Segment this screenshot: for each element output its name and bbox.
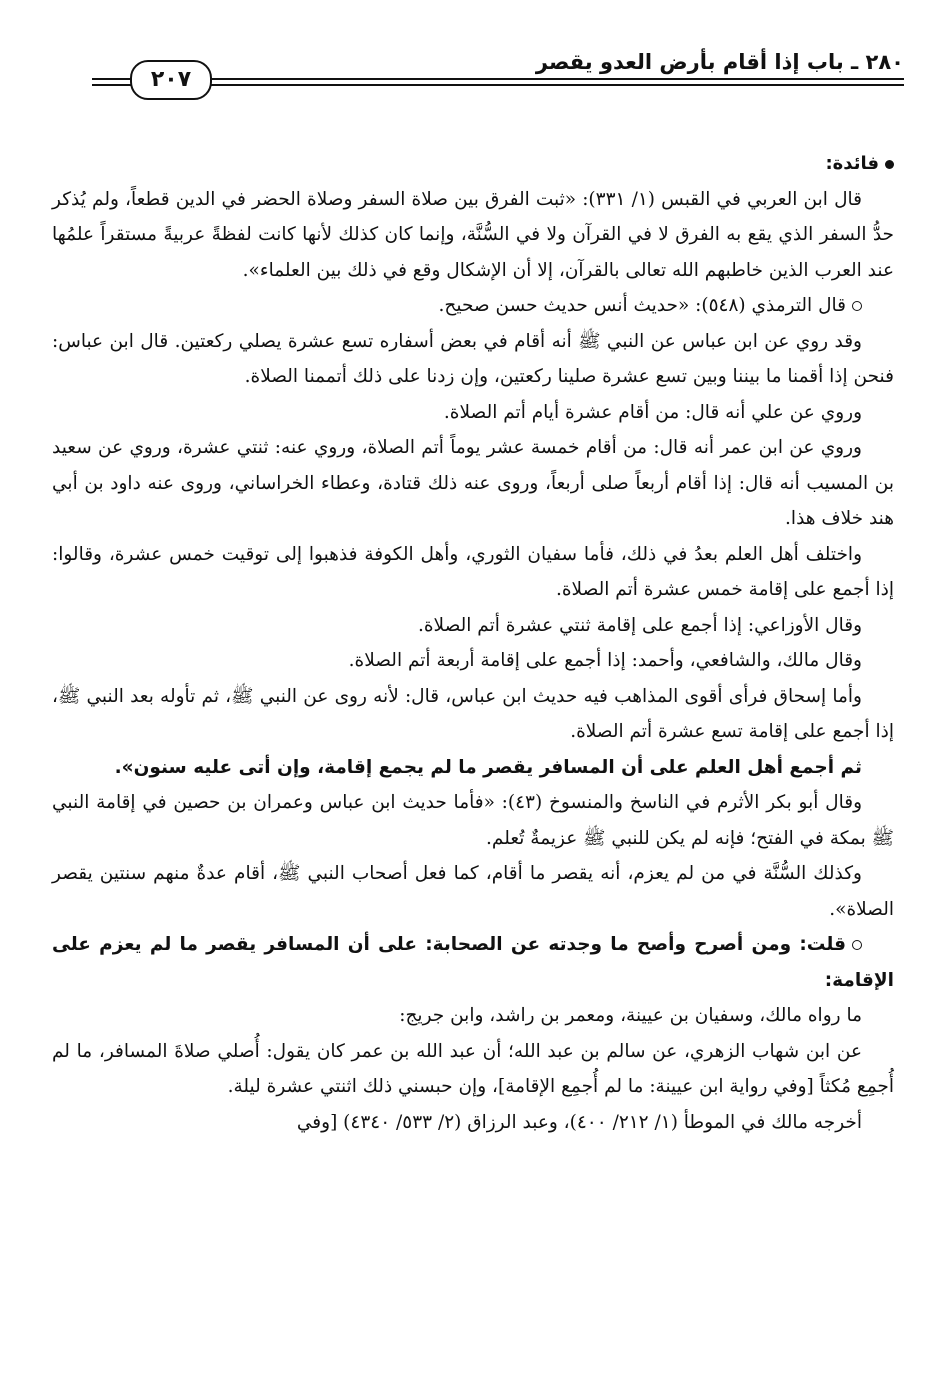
paragraph: وقد روي عن ابن عباس عن النبي ﷺ أنه أقام في بعض أسفاره تسع عشرة يصلي ركعتين. قال ابن عباس: فنحن إذا أقمنا ما بيننا وبين تسع عشرة صلينا ركعتين، وإن زدنا على ذلك أتممنا الصلاة.: [52, 330, 894, 387]
paragraph: أخرجه مالك في الموطأ (١/ ٢١٢/ ٤٠٠)، وعبد الرزاق (٢/ ٥٣٣/ ٤٣٤٠) [وفي: [296, 1111, 862, 1133]
circle-marker-icon: [852, 940, 862, 950]
page-number: ٢٠٧: [130, 60, 212, 100]
section-heading: [52, 146, 894, 182]
paragraph: قال ابن العربي في القبس (١/ ٣٣١): «ثبت الفرق بين صلاة السفر وصلاة الحضر في الدين قطعاً، ولم يُذكر حدُّ السفر الذي يقع به الفرق لا في القرآن ولا في السُّنَّة، وإنما كان كذلك لأنها كانت لفظةً عربيةً مستقراً علمُها عند العرب الذين خاطبهم الله تعالى بالقرآن، إلا أن الإشكال وقع في ذلك بين العلماء».: [52, 188, 894, 281]
paragraph: ما رواه مالك، وسفيان بن عيينة، ومعمر بن راشد، وابن جريج:: [399, 1005, 862, 1026]
paragraph-bold: ثم أجمع أهل العلم على أن المسافر يقصر ما لم يجمع إقامة، وإن أتى عليه سنون».: [114, 756, 862, 778]
section-title: فائدة:: [825, 153, 879, 174]
paragraph: وكذلك السُّنَّة في من لم يعزم، أنه يقصر ما أقام، كما فعل أصحاب النبي ﷺ، أقام عدةٌ منهم سنتين يقصر الصلاة».: [52, 863, 894, 920]
paragraph: وروي عن ابن عمر أنه قال: من أقام خمسة عشر يوماً أتم الصلاة، وروي عنه: ثنتي عشرة، وروي عن سعيد بن المسيب أنه قال: إذا أقام أربعاً صلى أربعاً، وروى عنه ذلك قتادة، وعطاء الخراساني، وروى عنه داود بن أبي هند خلاف هذا.: [52, 437, 894, 529]
paragraph: [52, 288, 894, 324]
paragraph: وروي عن علي أنه قال: من أقام عشرة أيام أتم الصلاة.: [443, 401, 862, 423]
paragraph-text: قال الترمذي (٥٤٨): «حديث أنس حديث حسن صحيح.: [438, 295, 846, 316]
paragraph: وقال مالك، والشافعي، وأحمد: إذا أجمع على إقامة أربعة أتم الصلاة.: [348, 650, 862, 671]
paragraph: وقال الأوزاعي: إذا أجمع على إقامة ثنتي عشرة أتم الصلاة.: [417, 614, 862, 636]
page-body: [52, 146, 894, 1140]
paragraph-text: قلت: ومن أصرح وأصح ما وجدته عن الصحابة: على أن المسافر يقصر ما لم يعزم على الإقامة:: [52, 934, 894, 991]
header-rule-bottom: [92, 84, 904, 86]
header-rule-top: [92, 78, 904, 80]
paragraph: وقال أبو بكر الأثرم في الناسخ والمنسوخ (٤٣): «فأما حديث ابن عباس وعمران بن حصين في إقامة النبي ﷺ بمكة في الفتح؛ فإنه لم يكن للنبي ﷺ عزيمةٌ تُعلم.: [52, 792, 894, 849]
paragraph: عن ابن شهاب الزهري، عن سالم بن عبد الله؛ أن عبد الله بن عمر كان يقول: أُصلي صلاةَ المسافر، ما لم أُجمِع مُكثاً [وفي رواية ابن عيينة: ما لم أُجمِع الإقامة]، وإن حبسني ذلك اثنتي عشرة ليلة.: [52, 1040, 894, 1097]
paragraph: واختلف أهل العلم بعدُ في ذلك، فأما سفيان الثوري، وأهل الكوفة فذهبوا إلى توقيت خمس عشرة، وقالوا: إذا أجمع على إقامة خمس عشرة أتم الصلاة.: [52, 543, 894, 600]
circle-marker-icon: [852, 301, 862, 311]
page-header: [92, 48, 904, 104]
paragraph: [52, 927, 894, 998]
running-title: ٢٨٠ ـ باب إذا أقام بأرض العدو يقصر: [528, 50, 904, 74]
bullet-icon: [885, 160, 894, 169]
paragraph: وأما إسحاق فرأى أقوى المذاهب فيه حديث ابن عباس، قال: لأنه روى عن النبي ﷺ، ثم تأوله بعد النبي ﷺ، إذا أجمع على إقامة تسع عشرة أتم الصلاة.: [52, 685, 894, 742]
